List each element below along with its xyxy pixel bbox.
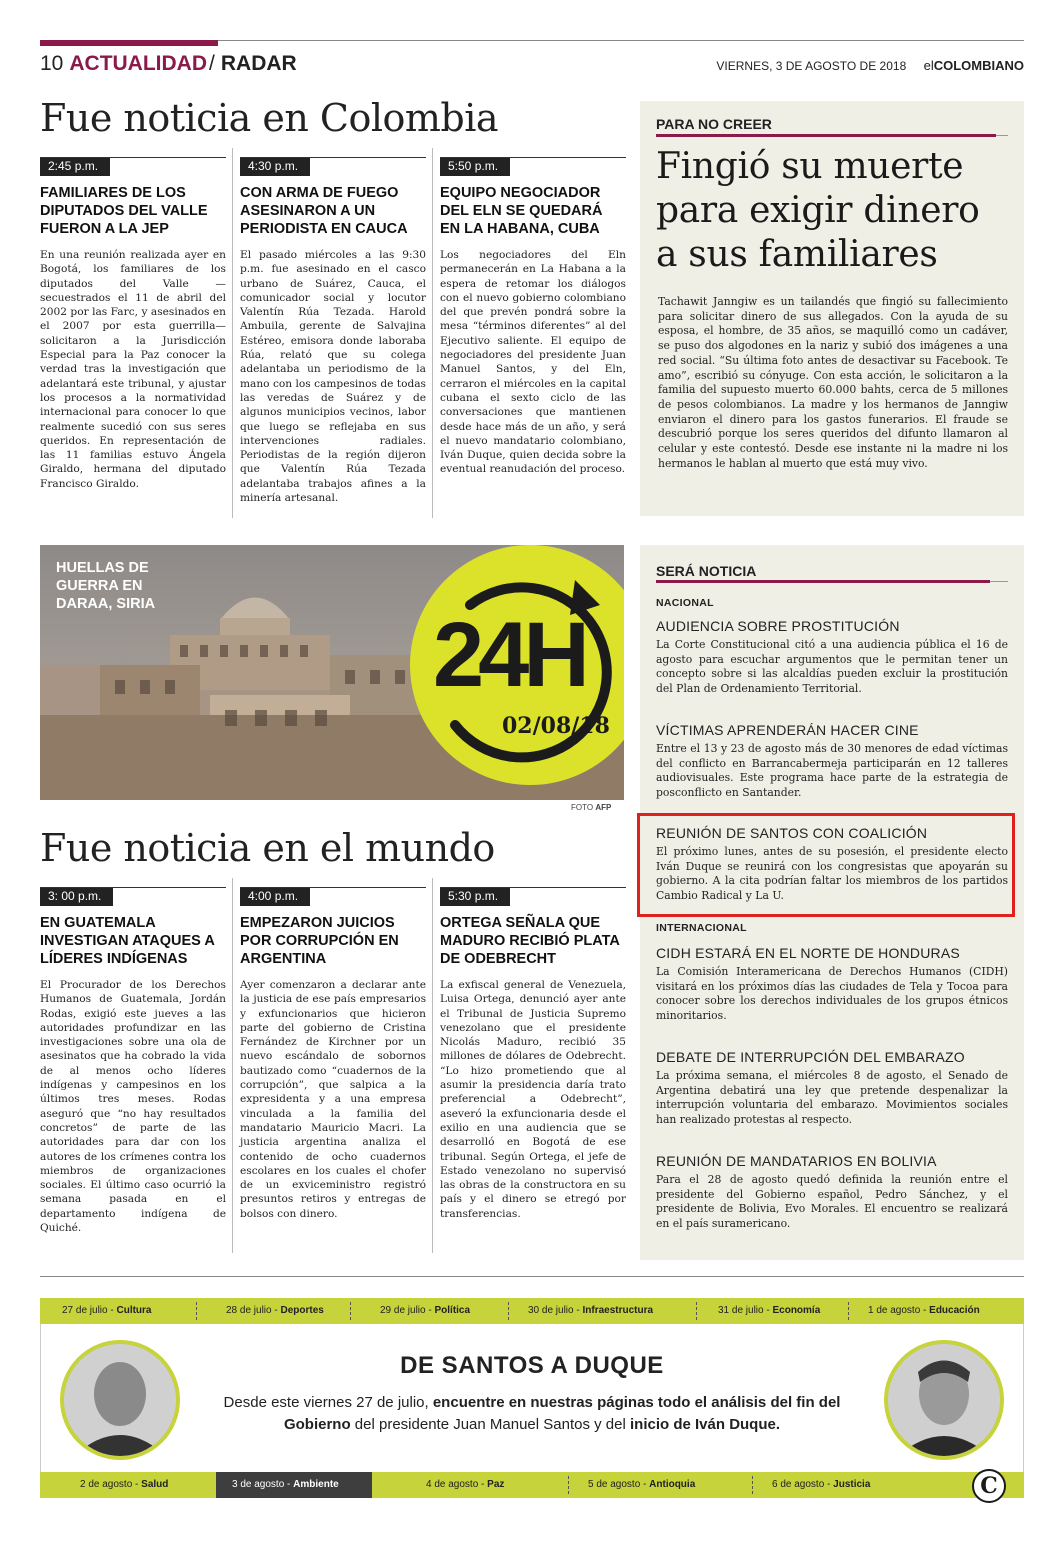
story-body: Ayer comenzaron a declarar ante la justicia de ese país empresarios y exfuncionarios que hicieron parte del gobierno de Cristina Fernández de Kirchner por un nuevo escándalo de sobornos bautizado como “cuadernos de la corrupción”, que salpica a la expresidenta y a una empresa vinculada a la familia del mandatario Mauricio Macri. La justicia argentina analiza el contenido de ocho cuadernos escolares en los cuales el chofer de un exviceministro registró presuntos retiros y entregas de bolsos con dinero. — [240, 979, 426, 1220]
column-divider — [232, 878, 233, 1253]
column-divider — [232, 148, 233, 518]
colombia-story-3 — [440, 157, 626, 477]
edition-date: VIERNES, 3 DE AGOSTO DE 2018 — [716, 59, 907, 73]
news-body: La próxima semana, el miércoles 8 de agosto, el Senado de Argentina debatirá una ley que pretende despenalizar la interrupción voluntaria del embarazo. Movimientos sociales han realizado protestas al respecto. — [656, 1069, 1008, 1127]
news-body: La Corte Constitucional citó a una audiencia pública el 16 de agosto para escuchar argumentos que le permitan tener un concepto sobre si las alcaldías pueden excluir la prostitución del Plan de Ordenamiento Territorial. — [656, 638, 1008, 696]
news-headline: REUNIÓN DE SANTOS CON COALICIÓN — [656, 825, 928, 841]
timeline-item: 30 de julio - Infraestructura — [528, 1305, 654, 1316]
para-no-creer-panel — [640, 101, 1024, 516]
timeline-item: 31 de julio - Economía — [718, 1305, 821, 1316]
footer-rule — [40, 1276, 1024, 1277]
story-body: El pasado miércoles a las 9:30 p.m. fue asesinado en el casco urbano de Suárez, Cauca, el comunicador social y locutor Valentín Rúa Tezada. Harold Ambuila, gerente de Salvajina Estéreo, emisora donde laboraba Rúa, relató que su colega adelantaba un periodismo de la mano con los campesinos de todas las veredas de Suárez y de algunos municipios vecinos, labor que luego se reflejaba en sus intervenciones radiales. Periodistas de la región dijeron que Valentín Rúa Tezada adelantaba trabajos afines a la minería artesanal. — [240, 249, 426, 505]
panel-kicker: SERÁ NOTICIA — [656, 563, 757, 579]
news-headline: DEBATE DE INTERRUPCIÓN DEL EMBARAZO — [656, 1049, 965, 1065]
story-headline: ORTEGA SEÑALA QUE MADURO RECIBIÓ PLATA DE ODEBRECHT — [440, 915, 620, 967]
panel-kicker: PARA NO CREER — [656, 116, 772, 132]
mundo-story-3 — [440, 887, 626, 1221]
news-headline: VÍCTIMAS APRENDERÁN HACER CINE — [656, 722, 919, 738]
story-time: 5:50 p.m. — [440, 158, 510, 176]
timeline-item: 4 de agosto - Paz — [426, 1479, 505, 1490]
santos-portrait — [60, 1340, 180, 1460]
news-headline: REUNIÓN DE MANDATARIOS EN BOLIVIA — [656, 1153, 937, 1169]
news-headline: CIDH ESTARÁ EN EL NORTE DE HONDURAS — [656, 945, 960, 961]
story-headline: EN GUATEMALA INVESTIGAN ATAQUES A LÍDERES INDÍGENAS — [40, 915, 215, 967]
story-headline: FAMILIARES DE LOS DIPUTADOS DEL VALLE FUERON A LA JEP — [40, 185, 208, 237]
timeline-item: 5 de agosto - Antioquia — [588, 1479, 696, 1490]
timeline-item: 27 de julio - Cultura — [62, 1305, 152, 1316]
feature-body: Tachawit Janngiw es un tailandés que fingió su fallecimiento para solicitar dinero de sus allegados. Con la ayuda de su esposa, el hombre, de 35 años, se maquilló como un cadáver, se puso dos algodones en la nariz y subió dos imágenes a una red social. “Su última foto antes de desactivar su Facebook. Te amo”, escribió su cónyuge. Con esta acción, le solicitaron a la familia del supuesto muerto 60.000 bahts, cerca de 5 millones de pesos colombianos. La madre y los hermanos de Janngiw enviaron el dinero para los gastos funerarios. El fraude se descubrió porque los seres queridos del difunto llamaron al celular y este contestó. Desde ese instante ni la madre ni los hermanos le hablan al muerto que está muy vivo. — [658, 295, 1008, 470]
column-divider — [432, 878, 433, 1253]
brand-logo: elCOLOMBIANO — [923, 58, 1024, 73]
photo-daraa — [40, 545, 624, 800]
story-body: El Procurador de los Derechos Humanos de Guatemala, Jordán Rodas, exigió este jueves a las autoridades profundizar en las investigaciones sobre una ola de asesinatos que ha cobrado la vida de al menos ocho líderes indígenas y campesinos en los últimos tres meses. Rodas aseguró que “no hay resultados concretos” de parte de las autoridades para dar con los autores de los crímenes contra los miembros de organizaciones sociales. El último caso ocurrió la semana pasada en el departamento indígena de Quiché. — [40, 979, 226, 1235]
news-body: El próximo lunes, antes de su posesión, el presidente electo Iván Duque se reunirá con los congresistas que apoyarán su gobierno. A la cita podrían faltar los miembros de los partidos Cambio Radical y La U. — [656, 845, 1008, 903]
column-divider — [432, 148, 433, 518]
colombia-story-2 — [240, 157, 426, 505]
colombiano-logo-icon: C — [972, 1469, 1006, 1503]
24h-badge-date: 02/08/18 — [502, 713, 610, 739]
story-time: 2:45 p.m. — [40, 158, 110, 176]
sera-noticia-panel — [640, 545, 1024, 1260]
section-header — [40, 52, 297, 76]
photo-caption: HUELLAS DE GUERRA EN DARAA, SIRIA — [56, 560, 156, 612]
header-accent-bar — [40, 40, 218, 46]
timeline-item: 2 de agosto - Salud — [80, 1479, 169, 1490]
kicker-rule-trail — [990, 581, 1008, 582]
story-time: 5:30 p.m. — [440, 888, 510, 906]
mundo-story-1 — [40, 887, 226, 1235]
timeline-item: 29 de julio - Política — [380, 1305, 471, 1316]
kicker-rule — [656, 134, 996, 137]
news-headline: AUDIENCIA SOBRE PROSTITUCIÓN — [656, 618, 900, 634]
colombia-story-1 — [40, 157, 226, 491]
story-headline: EQUIPO NEGOCIADOR DEL ELN SE QUEDARÁ EN LA HABANA, CUBA — [440, 185, 603, 237]
story-time: 4:30 p.m. — [240, 158, 310, 176]
story-body: En una reunión realizada ayer en Bogotá, los familiares de los diputados del Valle —secuestrados el 11 de abril del 2002 por las Farc, y asesinados en el 2007 por esta guerrilla— solicitaron a la Jurisdicción Especial para la Paz conocer la verdad tras la investigación que adelantará este tribunal, y ajustar los procesos a la normatividad internacional para conocer lo que realmente sucedió con sus seres queridos. En representación de las 11 familias estuvo Ángela Giraldo, hermana del diputado Francisco Giraldo. — [40, 249, 226, 490]
news-body: Entre el 13 y 23 de agosto más de 30 menores de edad víctimas del conflicto en Barrancabermeja participarán en 12 talleres audiovisuales. Este programa hace parte de la estrategia de posconflicto en Santander. — [656, 742, 1008, 800]
timeline-top — [40, 1298, 1024, 1324]
colombia-section-title: Fue noticia en Colombia — [40, 96, 499, 140]
subsection-name: RADAR — [220, 52, 297, 75]
section-separator: / — [209, 52, 215, 75]
story-body: Los negociadores del Eln permanecerán en La Habana a la espera de retomar los diálogos con el nuevo gobierno colombiano del que prevén pondrá sobre la mesa “términos diferentes” al del Ejecutivo saliente. El equipo de negociadores del presidente Juan Manuel Santos, y del Eln, cerraron el miércoles en la capital cubana el sexto ciclo de las conversaciones que mantienen desde hace más de un año, y será el nuevo mandatario colombiano, Iván Duque, quien decida sobre la eventual reanudación del proceso. — [440, 249, 626, 476]
story-headline: EMPEZARON JUICIOS POR CORRUPCIÓN EN ARGENTINA — [240, 915, 399, 967]
nacional-label: NACIONAL — [656, 597, 714, 609]
timeline-item: 6 de agosto - Justicia — [772, 1479, 871, 1490]
banner-text: Desde este viernes 27 de julio, encuentre en nuestras páginas todo el análisis del fin del Gobierno del presidente Juan Manuel Santos y del inicio de Iván Duque. — [223, 1394, 841, 1433]
story-body: La exfiscal general de Venezuela, Luisa Ortega, denunció ayer ante el Tribunal de Justicia Supremo venezolano que el presidente Nicolás Maduro, recibió 35 millones de dólares de Odebrecht. “Lo hizo prometiendo que al asumir la presidencia daría trato preferencial a Odebrecht”, aseveró la exfuncionaria desde el exilio en una audiencia que se desarrolló en Bogotá de ese tribunal. Según Ortega, el jefe de Estado venezolano no supervisó las obras de la constructora en su país y el dinero se etregó por transferencias. — [440, 979, 626, 1220]
section-name: ACTUALIDAD — [69, 52, 208, 75]
news-body: Para el 28 de agosto quedó definida la reunión entre el presidente del Gobierno español, Pedro Sánchez, y el presidente de Bolivia, Evo Morales. El encuentro se realizará en el país suramericano. — [656, 1173, 1008, 1231]
kicker-rule — [656, 580, 990, 583]
feature-headline: Fingió su muerte para exigir dinero a sus familiares — [656, 146, 980, 275]
photo-credit: FOTO AFP — [571, 803, 612, 812]
24h-badge-label: 24H — [433, 604, 584, 706]
page-number: 10 — [40, 52, 64, 75]
internacional-label: INTERNACIONAL — [656, 922, 747, 934]
banner-title: DE SANTOS A DUQUE — [400, 1352, 664, 1379]
story-time: 4:00 p.m. — [240, 888, 310, 906]
header-meta — [716, 58, 1024, 73]
mundo-section-title: Fue noticia en el mundo — [40, 826, 495, 870]
timeline-item: 1 de agosto - Educación — [868, 1305, 980, 1316]
news-body: La Comisión Interamericana de Derechos Humanos (CIDH) visitará en los próximos días las ciudades de Tela y Tocoa para conocer sobre los derechos individuales de los grupos étnicos minoritarios. — [656, 965, 1008, 1023]
timeline-bottom — [40, 1472, 1024, 1498]
duque-portrait — [884, 1340, 1004, 1460]
kicker-rule-trail — [996, 135, 1008, 136]
story-headline: CON ARMA DE FUEGO ASESINARON A UN PERIODISTA EN CAUCA — [240, 185, 408, 237]
timeline-item-current: 3 de agosto - Ambiente — [232, 1479, 339, 1490]
mundo-story-2 — [240, 887, 426, 1221]
story-time: 3: 00 p.m. — [40, 888, 113, 906]
timeline-item: 28 de julio - Deportes — [226, 1305, 324, 1316]
